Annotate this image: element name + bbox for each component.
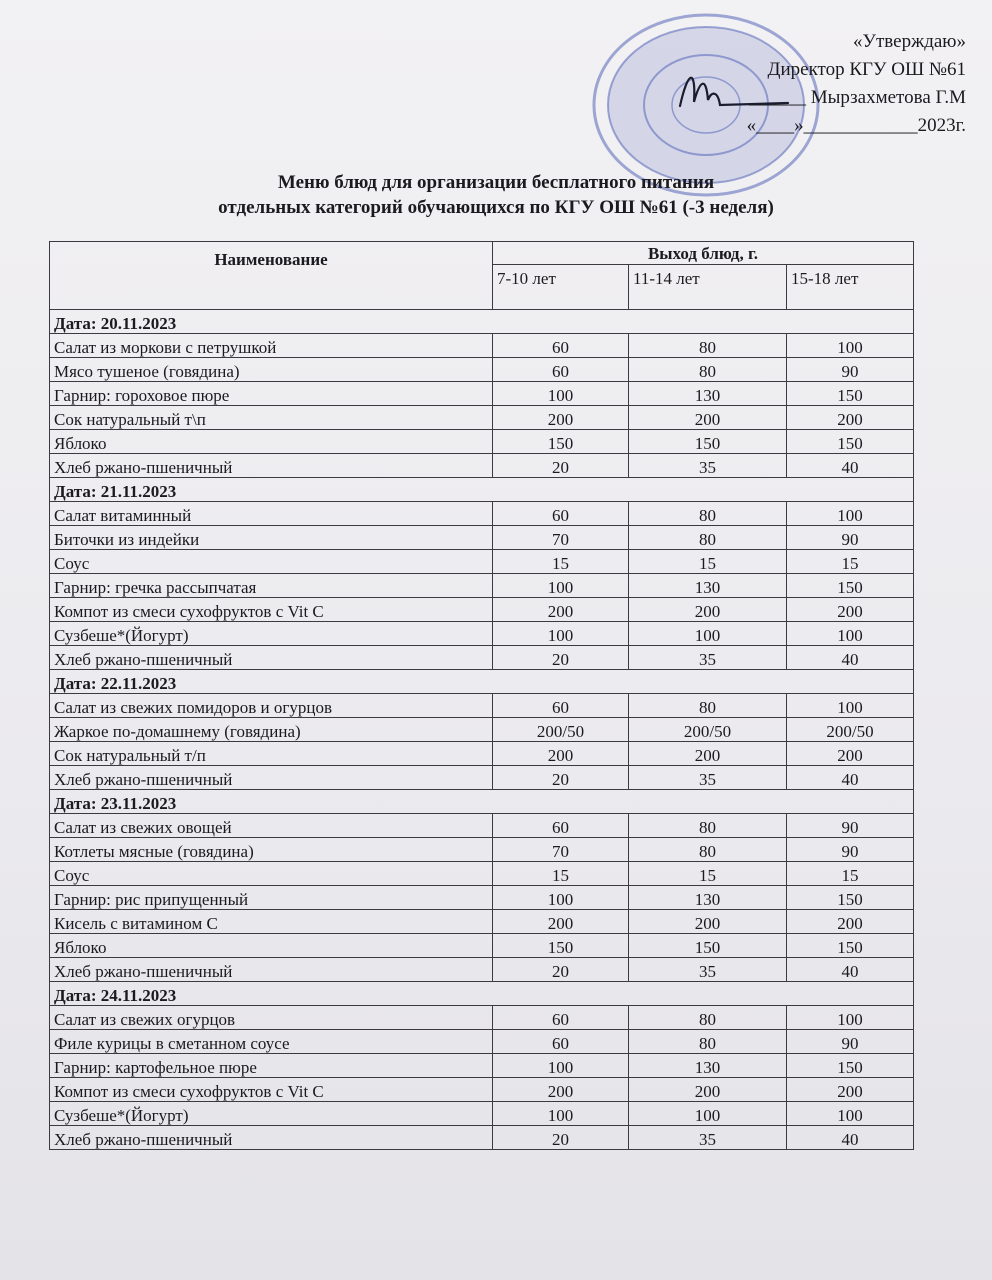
table-row [50,526,914,550]
portion-a: 15 [493,550,629,574]
portion-b: 200/50 [629,718,787,742]
table-row [50,646,914,670]
dish-name: Гарнир: рис припущенный [50,886,493,910]
portion-a: 200 [493,1078,629,1102]
table-row [50,1030,914,1054]
portion-a: 200/50 [493,718,629,742]
portion-a: 200 [493,742,629,766]
table-row [50,334,914,358]
portion-c: 40 [787,646,914,670]
portion-a: 200 [493,910,629,934]
date-row [50,790,914,814]
dish-name: Котлеты мясные (говядина) [50,838,493,862]
portion-c: 40 [787,958,914,982]
portion-a: 20 [493,646,629,670]
dish-name: Салат из свежих огурцов [50,1006,493,1030]
portion-b: 150 [629,934,787,958]
portion-c: 40 [787,454,914,478]
date-row [50,478,914,502]
header-age-15-18: 15-18 лет [787,265,914,310]
portion-b: 130 [629,1054,787,1078]
table-row [50,1126,914,1150]
portion-c: 40 [787,1126,914,1150]
portion-b: 130 [629,886,787,910]
portion-b: 130 [629,574,787,598]
portion-a: 150 [493,934,629,958]
dish-name: Яблоко [50,934,493,958]
approval-block [731,28,966,140]
table-row [50,1006,914,1030]
portion-c: 150 [787,430,914,454]
table-row [50,814,914,838]
date-row [50,982,914,1006]
portion-a: 70 [493,526,629,550]
table-row [50,406,914,430]
dish-name: Филе курицы в сметанном соусе [50,1030,493,1054]
dish-name: Компот из смеси сухофруктов с Vit C [50,1078,493,1102]
dish-name: Мясо тушеное (говядина) [50,358,493,382]
dish-name: Хлеб ржано-пшеничный [50,454,493,478]
portion-c: 40 [787,766,914,790]
portion-a: 60 [493,1030,629,1054]
dish-name: Сузбеше*(Йогурт) [50,1102,493,1126]
portion-c: 200/50 [787,718,914,742]
portion-c: 90 [787,838,914,862]
portion-c: 200 [787,598,914,622]
portion-c: 200 [787,742,914,766]
portion-b: 80 [629,694,787,718]
portion-b: 80 [629,334,787,358]
dish-name: Хлеб ржано-пшеничный [50,1126,493,1150]
dish-name: Салат из моркови с петрушкой [50,334,493,358]
approval-heading: «Утверждаю» [853,31,966,52]
table-row [50,358,914,382]
dish-name: Сок натуральный т/п [50,742,493,766]
portion-a: 60 [493,334,629,358]
approval-date: «____»____________2023г. [746,115,966,136]
portion-a: 200 [493,598,629,622]
portion-b: 150 [629,430,787,454]
table-row [50,934,914,958]
portion-a: 20 [493,766,629,790]
date-label: Дата: 20.11.2023 [50,310,914,334]
table-row [50,1078,914,1102]
portion-a: 100 [493,622,629,646]
table-row [50,958,914,982]
table-row [50,622,914,646]
dish-name: Соус [50,862,493,886]
portion-c: 200 [787,1078,914,1102]
dish-name: Хлеб ржано-пшеничный [50,958,493,982]
dish-name: Хлеб ржано-пшеничный [50,766,493,790]
menu-table [49,241,914,1150]
dish-name: Гарнир: гречка рассыпчатая [50,574,493,598]
date-label: Дата: 24.11.2023 [50,982,914,1006]
table-row [50,598,914,622]
dish-name: Компот из смеси сухофруктов с Vit C [50,598,493,622]
date-row [50,670,914,694]
dish-name: Сок натуральный т\п [50,406,493,430]
date-row [50,310,914,334]
header-row [50,242,914,265]
portion-c: 100 [787,1006,914,1030]
portion-b: 35 [629,454,787,478]
table-row [50,694,914,718]
portion-a: 60 [493,502,629,526]
header-age-11-14: 11-14 лет [629,265,787,310]
portion-b: 35 [629,646,787,670]
portion-a: 20 [493,454,629,478]
portion-c: 90 [787,526,914,550]
portion-b: 15 [629,550,787,574]
portion-c: 100 [787,1102,914,1126]
dish-name: Салат из свежих помидоров и огурцов [50,694,493,718]
portion-a: 20 [493,1126,629,1150]
portion-b: 80 [629,358,787,382]
portion-b: 100 [629,1102,787,1126]
dish-name: Гарнир: гороховое пюре [50,382,493,406]
portion-c: 100 [787,622,914,646]
portion-b: 35 [629,766,787,790]
table-row [50,1054,914,1078]
portion-a: 70 [493,838,629,862]
header-age-7-10: 7-10 лет [493,265,629,310]
portion-b: 80 [629,502,787,526]
dish-name: Яблоко [50,430,493,454]
portion-a: 100 [493,886,629,910]
portion-c: 15 [787,862,914,886]
table-row [50,838,914,862]
portion-c: 150 [787,934,914,958]
portion-a: 20 [493,958,629,982]
portion-c: 90 [787,358,914,382]
portion-a: 100 [493,574,629,598]
portion-c: 200 [787,910,914,934]
portion-b: 80 [629,814,787,838]
table-row [50,862,914,886]
document-title [0,170,992,220]
title-line-2: отдельных категорий обучающихся по КГУ ОШ №61 (-3 неделя) [218,197,774,218]
portion-c: 90 [787,1030,914,1054]
portion-b: 200 [629,1078,787,1102]
dish-name: Жаркое по-домашнему (говядина) [50,718,493,742]
portion-c: 100 [787,334,914,358]
date-label: Дата: 21.11.2023 [50,478,914,502]
portion-c: 100 [787,502,914,526]
portion-c: 15 [787,550,914,574]
table-row [50,766,914,790]
dish-name: Биточки из индейки [50,526,493,550]
portion-a: 200 [493,406,629,430]
table-row [50,910,914,934]
portion-a: 100 [493,1054,629,1078]
portion-a: 100 [493,382,629,406]
table-row [50,454,914,478]
table-row [50,574,914,598]
header-output: Выход блюд, г. [493,242,914,265]
portion-b: 80 [629,1006,787,1030]
portion-b: 35 [629,1126,787,1150]
portion-b: 200 [629,598,787,622]
portion-b: 200 [629,910,787,934]
portion-a: 60 [493,814,629,838]
title-line-1: Меню блюд для организации бесплатного питания [277,172,715,193]
header-name: Наименование [50,242,493,310]
date-label: Дата: 22.11.2023 [50,670,914,694]
portion-a: 150 [493,430,629,454]
table-row [50,886,914,910]
dish-name: Салат витаминный [50,502,493,526]
portion-a: 60 [493,1006,629,1030]
portion-b: 35 [629,958,787,982]
portion-c: 150 [787,1054,914,1078]
portion-c: 100 [787,694,914,718]
approval-position: Директор КГУ ОШ №61 [767,59,966,80]
table-row [50,718,914,742]
portion-b: 100 [629,622,787,646]
dish-name: Хлеб ржано-пшеничный [50,646,493,670]
menu-body [50,310,914,1150]
dish-name: Сузбеше*(Йогурт) [50,622,493,646]
portion-b: 80 [629,838,787,862]
portion-c: 150 [787,382,914,406]
table-row [50,430,914,454]
table-row [50,502,914,526]
portion-b: 80 [629,526,787,550]
date-label: Дата: 23.11.2023 [50,790,914,814]
dish-name: Салат из свежих овощей [50,814,493,838]
table-row [50,550,914,574]
portion-a: 60 [493,358,629,382]
portion-b: 130 [629,382,787,406]
table-row [50,742,914,766]
portion-b: 200 [629,406,787,430]
portion-c: 150 [787,574,914,598]
portion-a: 15 [493,862,629,886]
table-row [50,1102,914,1126]
approval-signer: ______ Мырзахметова Г.М [749,87,966,108]
dish-name: Гарнир: картофельное пюре [50,1054,493,1078]
portion-b: 15 [629,862,787,886]
portion-c: 150 [787,886,914,910]
portion-a: 100 [493,1102,629,1126]
portion-c: 200 [787,406,914,430]
portion-a: 60 [493,694,629,718]
portion-b: 200 [629,742,787,766]
table-row [50,382,914,406]
dish-name: Кисель с витамином С [50,910,493,934]
portion-b: 80 [629,1030,787,1054]
portion-c: 90 [787,814,914,838]
dish-name: Соус [50,550,493,574]
